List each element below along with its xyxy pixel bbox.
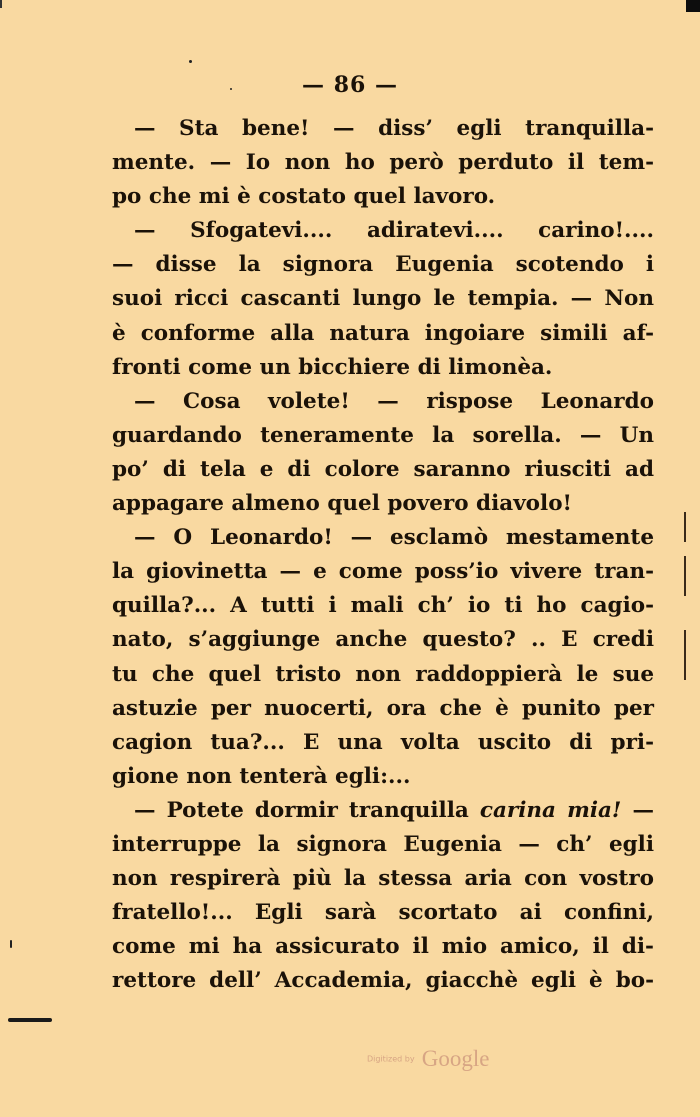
text-run: — Potete dormir tranquilla (134, 797, 480, 823)
text-line: la giovinetta — e come poss’io vivere tran- (112, 559, 654, 585)
text-line: — O Leonardo! — esclamò mestamente (134, 525, 654, 551)
digitized-watermark (367, 1046, 527, 1080)
text-line: suoi ricci cascanti lungo le tempia. — Non (112, 286, 654, 312)
page-number: — 86 — (302, 72, 398, 98)
margin-rule (8, 1018, 52, 1022)
text-line: non respirerà più la stessa aria con vostro (112, 866, 654, 892)
text-line: cagion tua?... E una volta uscito di pri- (112, 729, 654, 755)
margin-mark (684, 630, 686, 680)
text-line: quilla?... A tutti i mali ch’ io ti ho cagio- (112, 593, 654, 619)
text-line: tu che quel tristo non raddoppierà le sue (112, 661, 654, 687)
text-line: rettore dell’ Accademia, giacchè egli è bo- (112, 968, 654, 994)
text-line: appagare almeno quel povero diavolo! (112, 491, 572, 517)
scan-corner-mark (686, 0, 700, 12)
scan-speck (189, 60, 192, 63)
text-line: come mi ha assicurato il mio amico, il di- (112, 934, 654, 960)
text-line: mente. — Io non ho però perduto il tem- (112, 150, 654, 176)
text-line: interruppe la signora Eugenia — ch’ egli (112, 831, 654, 857)
scan-speck (10, 940, 12, 948)
watermark-google-text: Google (421, 1046, 490, 1071)
text-line: fronti come un bicchiere di limonèa. (112, 354, 553, 380)
scan-edge-mark (0, 0, 2, 8)
text-line: — Sfogatevi.... adiratevi.... carino!.... (134, 218, 654, 244)
text-line: po’ di tela e di colore saranno riusciti ad (112, 456, 654, 482)
text-line (112, 794, 654, 828)
text-run: — (621, 797, 654, 823)
text-line: gione non tenterà egli:... (112, 763, 411, 789)
text-line: fratello!... Egli sarà scortato ai confini, (112, 900, 654, 926)
text-line: — Sta bene! — diss’ egli tranquilla- (134, 116, 654, 141)
text-line: po che mi è costato quel lavoro. (112, 184, 496, 210)
text-line: nato, s’aggiunge anche questo? .. E credi (112, 627, 654, 653)
text-line: — Cosa volete! — rispose Leonardo (134, 388, 654, 414)
text-line: — disse la signora Eugenia scotendo i (112, 252, 654, 278)
text-line: guardando teneramente la sorella. — Un (112, 422, 654, 448)
text-line: astuzie per nuocerti, ora che è punito per (112, 695, 654, 721)
watermark-small-text: Digitized by (367, 1054, 415, 1064)
margin-mark (684, 556, 686, 596)
italic-phrase: carina mia! (479, 797, 622, 823)
body-text (112, 112, 654, 998)
margin-mark (684, 512, 686, 542)
text-line: è conforme alla natura ingoiare simili af- (112, 320, 654, 346)
